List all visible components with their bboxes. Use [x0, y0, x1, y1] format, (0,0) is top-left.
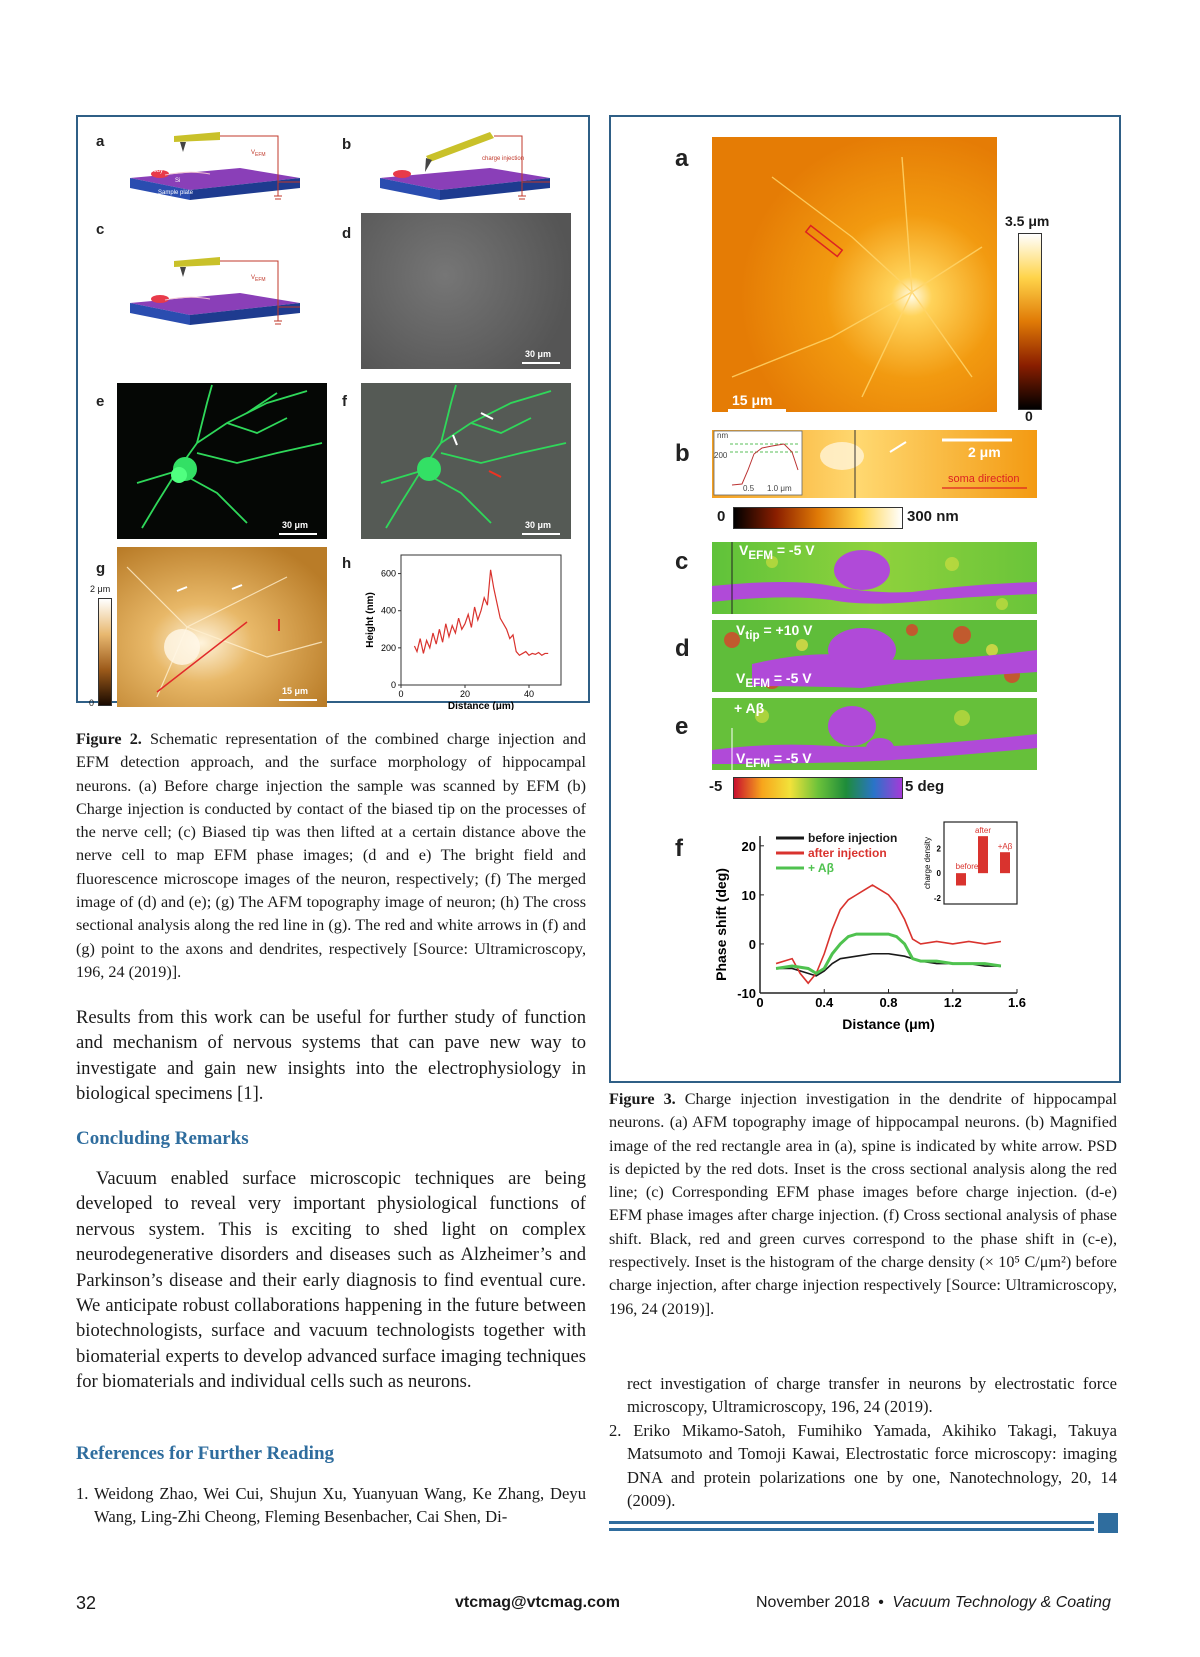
f-inset-bar-2 [1000, 852, 1010, 873]
fig3-b-scalebar: 2 μm [968, 444, 1001, 460]
fig2-f-scalebar: 30 μm [525, 520, 552, 530]
h-ylabel: Height (nm) [365, 592, 376, 648]
fig3-e-label-bottom: $V_{EFM} = -5$ V [736, 750, 812, 770]
fig2-e-fluorescence-image [117, 383, 327, 539]
fig3-panel-label-a: a [675, 145, 689, 172]
fig2-panel-label-g: g [96, 560, 106, 577]
concluding-remarks-heading: Concluding Remarks [76, 1128, 249, 1149]
fig3-b-colorbar [733, 507, 903, 529]
reference-1-part2: rect investigation of charge transfer in neurons by electrostatic force microscopy, Ultramicroscopy, 196, 24 (2019). [627, 1374, 1117, 1417]
h-xlabel: Distance (μm) [447, 701, 515, 710]
f-ylabel: Phase shift (deg) [713, 868, 729, 981]
references-heading: References for Further Reading [76, 1443, 335, 1464]
fig3-b-inset-ytick: 200 [714, 451, 728, 460]
h-ytick-label: 400 [380, 605, 396, 616]
fig3-panel-label-d: d [675, 635, 690, 662]
fig2-panel-label-d: d [342, 225, 352, 242]
f-ytick-label: 20 [741, 838, 756, 854]
fig2-a-sample-plate: Sample plate [158, 190, 194, 196]
fig2-e-scalebar: 30 μm [282, 520, 309, 530]
concluding-paragraph: Vacuum enabled surface microscopic techniques are being developed to reveal very important physiological functions of nervous system. This is exciting to shed light on complex neurodegenerative disorders and diseases such as Alzheimer’s and Parkinson’s disease and their early diagnosis to find eventual cure. We anticipate robust collaborations happening in the future between biotechnologists, surface and vacuum technologists together with biomaterial experts to develop advanced surface imaging techniques for biomaterials and individual cells such as neurons. [76, 1168, 586, 1393]
fig2-panel-label-b: b [342, 136, 352, 153]
fig3-phase-colorbar [733, 777, 903, 799]
reference-2: 2. Eriko Mikamo-Satoh, Fumihiko Yamada, Akihiko Takagi, Takuya Matsumoto and Tomoji Kawai, Electrostatic force microscopy: imaging DNA and protein polarizations one by one, Nanotechnology, 20, 14 (2009). [609, 1421, 1117, 1510]
footer-email: vtcmag@vtcmag.com [455, 1594, 620, 1611]
fig3-b-inset-x1: 0.5 [743, 484, 755, 493]
f-ytick-label: -10 [737, 986, 756, 1001]
h-plot-frame [401, 555, 561, 685]
fig3-c-label: $V_{EFM} = -5$ V [739, 542, 815, 562]
fig3-phase-colorbar-left: -5 [709, 778, 723, 795]
fig3-b-inset-yunit: nm [717, 431, 729, 440]
h-ytick-label: 0 [390, 680, 396, 690]
footer-issue [756, 1594, 1111, 1612]
fig2-d-scalebar: 30 μm [525, 349, 552, 359]
fig2-h-line-chart [361, 545, 576, 710]
fig2-panel-label-e: e [96, 393, 105, 410]
f-legend-label-0: before injection [808, 831, 898, 845]
reference-1-part1: 1. Weidong Zhao, Wei Cui, Shujun Xu, Yuanyuan Wang, Ke Zhang, Deyu Wang, Ling-Zhi Cheong, Fleming Besenbacher, Cai Shen, Di- [76, 1484, 586, 1527]
f-inset-ylabel: charge density [923, 836, 932, 890]
fig2-a-si: Si [175, 178, 181, 184]
fig3-a-scalebar: 15 μm [732, 392, 773, 408]
fig2-d-brightfield-image [361, 213, 571, 369]
fig2-f-scalebar-line [522, 533, 560, 535]
fig3-panel-label-e: e [675, 713, 689, 740]
h-ytick-label: 200 [380, 642, 396, 653]
f-inset-bar-label-1: after [974, 826, 992, 836]
fig2-g-scalebar: 15 μm [282, 686, 309, 696]
f-inset-ytick: 2 [936, 844, 941, 854]
fig3-b-colorbar-right: 300 nm [907, 508, 959, 525]
f-ytick-label: 0 [748, 936, 756, 952]
f-legend-label-1: after injection [808, 846, 887, 860]
fig3-phase-colorbar-right: 5 deg [905, 778, 945, 795]
f-ytick-label: 10 [741, 887, 756, 903]
f-xtick-label: 1.2 [943, 995, 962, 1010]
fig2-f-merged-image [361, 383, 571, 539]
f-inset-bar-label-2: +Aβ [997, 842, 1013, 852]
fig2-panel-label-c: c [96, 221, 105, 238]
figure-2-caption-text: Schematic representation of the combined charge injection and EFM detection approach, and the surface morphology of hippocampal neurons. (a) Before charge injection the sample was scanned by EFM (b) Charge injection is conducted by contact of the biased tip on the processes of the nerve cell; (c) Biased tip was then lifted at a certain distance above the nerve cell to map EFM phase images; (d and e) The bright field and fluorescence microscope images of the neuron, respectively; (f) The merged image of (d) and (e); (g) The AFM topography image of neuron; (h) The cross sectional analysis along the red line in (g). The red and white arrows in (f) and (g) point to the axons and dendrites, respectively [Source: Ultramicroscopy, 196, 24 (2019)]. [76, 730, 586, 981]
fig3-d-label-top: $V_{tip} = +10$ V [736, 622, 813, 642]
fig2-a-cell-body: Cell body [138, 168, 164, 174]
fig3-b-soma-direction: soma direction [948, 473, 1020, 485]
f-inset-ytick: -2 [933, 893, 941, 903]
h-series-line [414, 570, 548, 655]
decorative-rule-bottom [609, 1528, 1094, 1531]
f-inset-bar-1 [978, 836, 988, 873]
fig2-schematic-c [120, 255, 320, 335]
fig2-g-colorbar [98, 598, 112, 706]
f-xtick-label: 0.4 [815, 995, 834, 1010]
fig2-g-colorbar-top: 2 μm [90, 584, 111, 594]
h-xtick-label: 40 [523, 689, 535, 699]
page-number: 32 [76, 1593, 97, 1613]
footer-magazine-name: Vacuum Technology & Coating [892, 1594, 1111, 1611]
footer-date: November 2018 [756, 1594, 870, 1611]
results-paragraph: Results from this work can be useful for further study of function and mechanism of nervous systems that can pave new way to investigate and gain new insights into the electrophysiology in biological specimens [1]. [76, 1007, 586, 1105]
figure-3-caption-label: Figure 3. [609, 1090, 676, 1108]
fig2-b-charge-injection: charge injection [482, 156, 525, 162]
f-legend-label-2: + Aβ [808, 861, 834, 875]
fig2-panel-label-a: a [96, 133, 105, 150]
fig3-e-label-top: + Aβ [734, 700, 765, 716]
fig2-c-vefm: $V_{EFM}$ [251, 275, 266, 284]
fig3-panel-label-c: c [675, 548, 689, 575]
f-inset-ytick: 0 [936, 869, 941, 879]
fig2-e-scalebar-line [279, 533, 317, 535]
decorative-square [1098, 1513, 1118, 1533]
fig2-g-afm-image [117, 547, 327, 707]
figure-3-caption-text: Charge injection investigation in the dendrite of hippocampal neurons. (a) AFM topography image of hippocampal neurons. (b) Magnified image of the red rectangle area in (a), spine is indicated by white arrow. PSD is depicted by the red dots. Inset is the cross sectional analysis along the red line; (c) Corresponding EFM phase images before charge injection. (d-e) EFM phase images after charge injection. (f) Cross sectional analysis of phase shift. Black, red and green curves correspond to the phase shift in (c-e), respectively. Inset is the histogram of the charge density (× 10⁵ C/μm²) before charge injection, after charge injection respectively [Source: Ultramicroscopy, 196, 24 (2019)]. [609, 1090, 1118, 1318]
f-xtick-label: 0.8 [879, 995, 898, 1010]
fig3-b-magnified-image [712, 430, 1037, 498]
f-inset-bar-0 [956, 873, 966, 885]
f-inset-bar-label-0: before [955, 862, 979, 872]
fig3-f-line-chart [712, 818, 1047, 1073]
fig2-panel-label-h: h [342, 555, 352, 572]
fig3-b-colorbar-left: 0 [717, 508, 726, 525]
fig3-panel-label-b: b [675, 440, 690, 467]
fig3-b-inset-x2: 1.0 μm [767, 484, 792, 493]
fig2-d-scalebar-line [522, 362, 560, 364]
fig2-panel-label-f: f [342, 393, 347, 410]
fig2-schematic-b [370, 130, 570, 210]
fig3-a-afm-image [712, 137, 997, 412]
fig3-a-scalebar-line [728, 409, 786, 412]
h-xtick-label: 20 [459, 689, 471, 699]
fig2-g-scalebar-line [279, 699, 317, 701]
fig2-a-vefm: $V_{EFM}$ [251, 150, 266, 159]
fig3-a-colorbar-bottom: 0 [1025, 408, 1033, 424]
h-ytick-label: 600 [380, 568, 396, 579]
fig3-d-label-bottom: $V_{EFM} = -5$ V [736, 670, 812, 690]
f-xtick-label: 0 [756, 995, 764, 1010]
footer-bullet: • [878, 1594, 884, 1611]
fig2-g-colorbar-bottom: 0 [89, 698, 95, 708]
f-xtick-label: 1.6 [1007, 995, 1027, 1010]
figure-3-caption [609, 1088, 1117, 1321]
figure-2-caption [76, 728, 586, 984]
fig3-panel-label-f: f [675, 835, 683, 862]
decorative-rule-top [609, 1521, 1094, 1524]
figure-2-caption-label: Figure 2. [76, 730, 142, 748]
h-xtick-label: 0 [398, 689, 404, 699]
f-xlabel: Distance (μm) [842, 1016, 935, 1032]
fig3-a-colorbar-top: 3.5 μm [1005, 213, 1050, 229]
fig3-a-colorbar [1018, 233, 1042, 410]
